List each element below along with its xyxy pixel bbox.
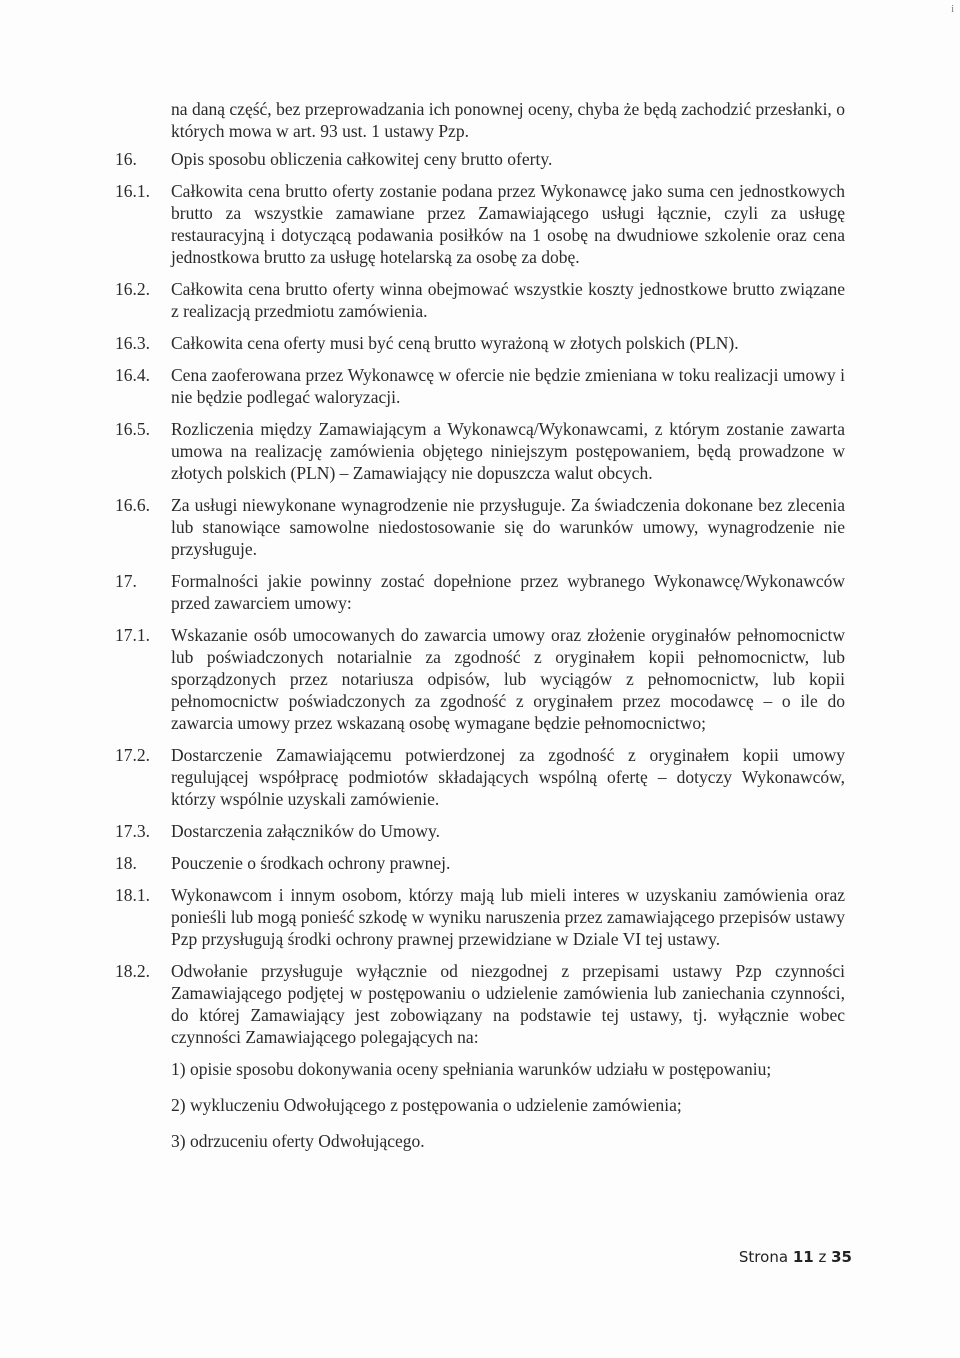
item-number: 16.5. <box>115 419 150 439</box>
intro-paragraph: na daną część, bez przeprowadzania ich ponownej oceny, chyba że będą zachodzić przesłanki, o których mowa w art. 93 ust. 1 ustawy Pzp. <box>171 99 845 141</box>
section-16-6 <box>115 494 845 560</box>
section-16-5 <box>115 418 845 484</box>
section-18-2 <box>115 960 845 1048</box>
section-18 <box>115 852 845 874</box>
section-16 <box>115 148 845 170</box>
footer-prefix: Strona <box>738 1248 789 1266</box>
document-body <box>115 98 845 1166</box>
item-text: Całkowita cena brutto oferty winna obejmować wszystkie koszty jednostkowe brutto związane z realizacją przedmiotu zamówienia. <box>171 279 845 321</box>
item-text: Wykonawcom i innym osobom, którzy mają lub mieli interes w uzyskaniu zamówienia oraz ponieśli lub mogą ponieść szkodę w wyniku naruszenia przez zamawiającego przepisów ustawy Pzp przysługują środki ochrony prawnej przewidziane w Dziale VI tej ustawy. <box>171 885 846 949</box>
subitem-1: 1) opisie sposobu dokonywania oceny spełniania warunków udziału w postępowaniu; <box>171 1059 772 1079</box>
section-17 <box>115 570 845 614</box>
item-text: Dostarczenie Zamawiającemu potwierdzonej za zgodność z oryginałem kopii umowy regulującej współpracę podmiotów składających wspólną ofertę – dotyczy Wykonawców, którzy wspólnie uzyskali zamówienie. <box>171 745 845 809</box>
item-number: 16.6. <box>115 495 150 515</box>
page-footer <box>739 1248 852 1266</box>
section-17-3 <box>115 820 845 842</box>
item-number: 17. <box>115 571 137 591</box>
section-17-1 <box>115 624 845 734</box>
item-text: Pouczenie o środkach ochrony prawnej. <box>171 853 451 873</box>
section-17-2 <box>115 744 845 810</box>
subitem-3: 3) odrzuceniu oferty Odwołującego. <box>171 1131 425 1151</box>
section-16-1 <box>115 180 845 268</box>
item-number: 18.1. <box>115 885 150 905</box>
item-number: 17.1. <box>115 625 150 645</box>
item-text: Opis sposobu obliczenia całkowitej ceny brutto oferty. <box>171 149 553 169</box>
item-number: 17.2. <box>115 745 150 765</box>
item-number: 16.2. <box>115 279 150 299</box>
item-text: Rozliczenia między Zamawiającym a Wykonawcą/Wykonawcami, z którym zostanie zawarta umowa na realizację zamówienia objętego niniejszym postępowaniem, będą prowadzone w złotych polskich (PLN) – Zamawiający nie dopuszcza walut obcych. <box>171 419 845 483</box>
item-number: 18. <box>115 853 137 873</box>
subitem-2: 2) wykluczeniu Odwołującego z postępowania o udzielenie zamówienia; <box>171 1095 682 1115</box>
section-16-3 <box>115 332 845 354</box>
item-text: Całkowita cena brutto oferty zostanie podana przez Wykonawcę jako suma cen jednostkowych brutto za wszystkie zamawiane przez Zamawiającego usługi łącznie, czyli za usługę restauracyjną i dotyczącą podawania posiłków na 1 osobę na dwudniowe szkolenie oraz cena jednostkowa brutto za usługę hotelarską za osobę za dobę. <box>171 181 845 267</box>
item-text: Dostarczenia załączników do Umowy. <box>171 821 441 841</box>
item-text: Formalności jakie powinny zostać dopełnione przez wybranego Wykonawcę/Wykonawców przed zawarciem umowy: <box>171 571 845 613</box>
item-text: Wskazanie osób umocowanych do zawarcia umowy oraz złożenie oryginałów pełnomocnictw lub poświadczonych notarialnie za zgodność z oryginałem kopii pełnomocnictw, lub sporządzonych przez notariusza odpisów, lub wyciągów z pełnomocnictw, lub kopii pełnomocnictw poświadczonych za zgodność z oryginałem przez mocodawcę – o ile do zawarcia umowy przez wskazaną osobę wymagane będzie pełnomocnictwo; <box>171 625 845 733</box>
item-number: 16. <box>115 149 137 169</box>
item-text: Całkowita cena oferty musi być ceną brutto wyrażoną w złotych polskich (PLN). <box>171 333 739 353</box>
footer-total-pages: 35 <box>831 1248 852 1266</box>
corner-mark: i <box>951 4 954 15</box>
item-text: Za usługi niewykonane wynagrodzenie nie przysługuje. Za świadczenia dokonane bez zlecenia lub stanowiące samowolne niedostosowanie się do warunków umowy, wynagrodzenie nie przysługuje. <box>171 495 845 559</box>
section-16-4 <box>115 364 845 408</box>
section-16-2 <box>115 278 845 322</box>
footer-page-number: 11 <box>792 1248 814 1266</box>
item-number: 16.3. <box>115 333 150 353</box>
item-number: 17.3. <box>115 821 150 841</box>
item-number: 16.4. <box>115 365 150 385</box>
item-number: 18.2. <box>115 961 150 981</box>
footer-separator: z <box>818 1248 827 1266</box>
item-number: 16.1. <box>115 181 150 201</box>
section-18-1 <box>115 884 845 950</box>
item-text: Odwołanie przysługuje wyłącznie od niezgodnej z przepisami ustawy Pzp czynności Zamawiającego podjętej w postępowaniu o udzielenie zamówienia lub zaniechania czynności, do której Zamawiający jest zobowiązany na podstawie tej ustawy, tj. wyłącznie wobec czynności Zamawiającego polegających na: <box>171 961 845 1047</box>
item-text: Cena zaoferowana przez Wykonawcę w ofercie nie będzie zmieniana w toku realizacji umowy i nie będzie podlegać waloryzacji. <box>171 365 845 407</box>
